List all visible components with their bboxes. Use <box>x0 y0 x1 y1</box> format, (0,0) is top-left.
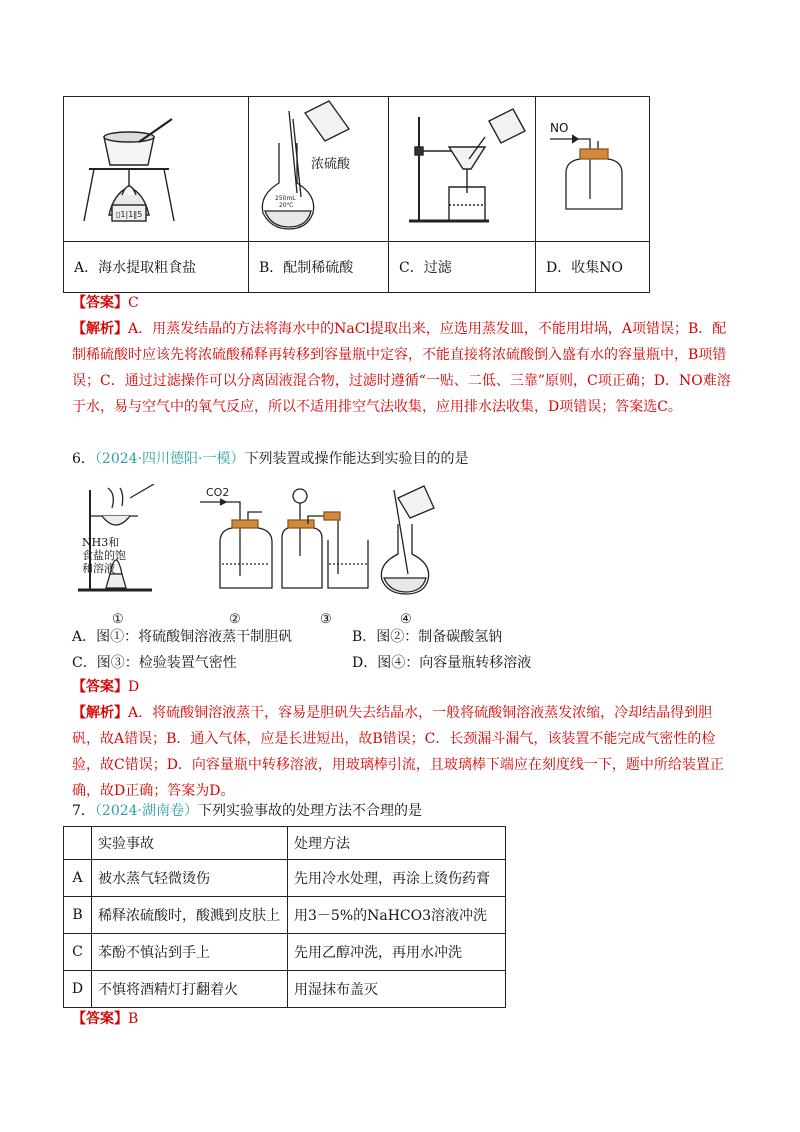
figure-3-label: ③ <box>320 612 332 627</box>
table-row <box>64 860 506 897</box>
svg-text:▯1|1‖5: ▯1|1‖5 <box>116 210 143 219</box>
no-gas-label: NO <box>550 121 569 135</box>
figure-4-label: ④ <box>400 612 412 627</box>
header-method: 处理方法 <box>288 827 506 860</box>
q7-stem <box>72 798 732 824</box>
conc-acid-label: 浓硫酸 <box>311 157 351 172</box>
answer-tag: 【答案】 <box>72 295 128 311</box>
question-number: 7． <box>72 803 95 819</box>
header-accident: 实验事故 <box>92 827 288 860</box>
figure-2-label: ② <box>229 612 241 627</box>
row-label: D <box>64 971 92 1008</box>
q5-answer <box>72 290 732 316</box>
option-c-label: C．过滤 <box>389 242 536 293</box>
analysis-text: A．用蒸发结晶的方法将海水中的NaCl提取出来，应选用蒸发皿，不能用坩埚，A项错误；B．配制稀硫酸时应该先将浓硫酸稀释再转移到容量瓶中定容，不能直接将浓硫酸倒入盛有水的容量瓶中，B项错误；C．通过过滤操作可以分离固液混合物，过滤时遵循“一贴、二低、三靠”原则，C项正确；D．NO难溶于水，易与空气中的氧气反应，所以不适用排空气法收集，应用排水法收集，D项错误；答案选C。 <box>72 321 731 415</box>
q6-option-c: C．图③：检验装置气密性 <box>72 655 237 671</box>
q5-analysis <box>72 316 732 420</box>
q6-apparatus-illustrations <box>72 484 452 608</box>
answer-value: B <box>128 1011 139 1027</box>
svg-text:250mL: 250mL <box>275 195 296 202</box>
figure-1-label: ① <box>112 612 124 627</box>
q6-stem <box>72 446 732 472</box>
accident-cell: 被水蒸气轻微烫伤 <box>92 860 288 897</box>
answer-value: D <box>128 679 140 695</box>
filtration-apparatus-illustration <box>389 97 536 237</box>
q6-option-d: D．图④：向容量瓶转移溶液 <box>352 655 532 671</box>
header-blank <box>64 827 92 860</box>
question-source: （2024·四川德阳·一模） <box>94 451 245 467</box>
option-b-label: B．配制稀硫酸 <box>249 242 389 293</box>
question-number: 6． <box>72 451 95 467</box>
table-row <box>64 934 506 971</box>
q7-answer <box>72 1006 732 1032</box>
q6-answer <box>72 674 732 700</box>
analysis-tag: 【解析】 <box>72 321 128 337</box>
method-cell: 用湿抹布盖灭 <box>288 971 506 1008</box>
q6-option-a: A．图①：将硫酸铜溶液蒸干制胆矾 <box>72 629 293 645</box>
q5-apparatus-table <box>63 96 650 293</box>
table-row <box>64 971 506 1008</box>
q7-safety-table <box>63 826 506 1008</box>
analysis-text: A．将硫酸铜溶液蒸干，容易是胆矾失去结晶水，一般将硫酸铜溶液蒸发浓缩，冷却结晶得到胆矾，故A错误；B．通入气体，应是长进短出，故B错误；C．长颈漏斗漏气，该装置不能完成气密性的检验，故C错误；D．向容量瓶中转移溶液，用玻璃棒引流，且玻璃棒下端应在刻度线一下，题中所给装置正确，故D正确；答案为D。 <box>72 705 724 799</box>
svg-text:20℃: 20℃ <box>279 202 294 209</box>
method-cell: 先用冷水处理，再涂上烫伤药膏 <box>288 860 506 897</box>
q6-option-b: B．图②：制备碳酸氢钠 <box>352 629 503 645</box>
method-cell: 用3－5%的NaHCO3溶液冲洗 <box>288 897 506 934</box>
option-a-label: A．海水提取粗食盐 <box>64 242 249 293</box>
row-label: B <box>64 897 92 934</box>
table-row <box>64 897 506 934</box>
accident-cell: 稀释浓硫酸时，酸溅到皮肤上 <box>92 897 288 934</box>
answer-tag: 【答案】 <box>72 679 128 695</box>
figure-evaporation-crucible <box>64 97 249 242</box>
accident-cell: 苯酚不慎沾到手上 <box>92 934 288 971</box>
answer-tag: 【答案】 <box>72 1011 128 1027</box>
nh3-label: NH3和 食盐的饱 和溶液 <box>82 536 126 575</box>
gas-bottle-illustration <box>536 97 650 237</box>
q6-analysis <box>72 700 732 804</box>
figure-dilute-acid-flask <box>249 97 389 242</box>
figure-filtration <box>389 97 536 242</box>
answer-value: C <box>128 295 139 311</box>
table-header-row <box>64 827 506 860</box>
question-stem: 下列实验事故的处理方法不合理的是 <box>198 803 423 819</box>
option-d-label: D．收集NO <box>536 242 650 293</box>
co2-label: CO2 <box>206 486 230 499</box>
figure-collect-no <box>536 97 650 242</box>
question-stem: 下列装置或操作能达到实验目的的是 <box>244 451 469 467</box>
accident-cell: 不慎将酒精灯打翻着火 <box>92 971 288 1008</box>
method-cell: 先用乙醇冲洗，再用水冲洗 <box>288 934 506 971</box>
q6-figures <box>72 484 452 608</box>
row-label: A <box>64 860 92 897</box>
row-label: C <box>64 934 92 971</box>
question-source: （2024·湖南卷） <box>94 803 199 819</box>
analysis-tag: 【解析】 <box>72 705 128 721</box>
crucible-apparatus-illustration <box>64 97 249 237</box>
